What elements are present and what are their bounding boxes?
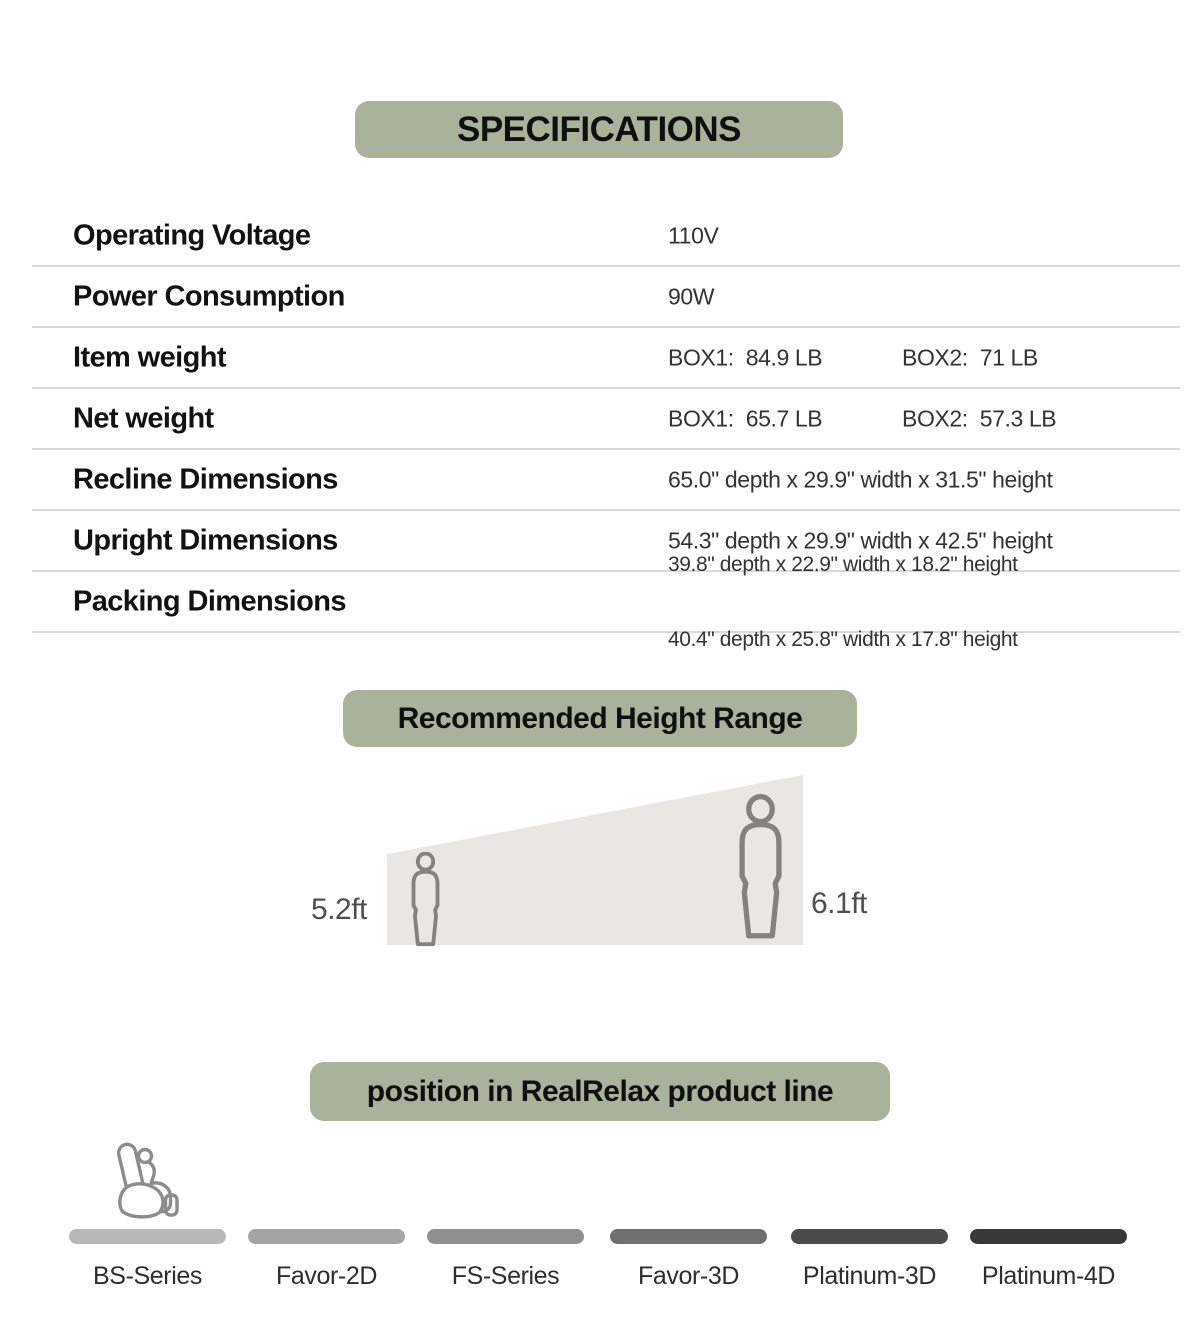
product-item-favor-3d (610, 1229, 767, 1291)
product-item-platinum-4d (970, 1229, 1127, 1291)
spec-values (668, 283, 714, 310)
spec-value-box2: BOX2: 57.3 LB (902, 405, 1057, 431)
specifications-title: SPECIFICATIONS (456, 109, 742, 149)
spec-values (668, 344, 1038, 371)
product-label: FS-Series (451, 1262, 560, 1290)
spec-value-line2: 40.4" depth x 25.8" width x 17.8" height (668, 627, 1018, 651)
spec-value-box1: BOX1: 65.7 LB (668, 405, 823, 431)
spec-label: Recline Dimensions (73, 463, 338, 495)
spec-value: 110V (668, 222, 719, 248)
spec-values (668, 405, 1056, 432)
spec-values (668, 466, 1052, 493)
product-label: BS-Series (93, 1262, 202, 1290)
spec-table (32, 206, 1180, 651)
spec-values (668, 222, 718, 249)
product-line-title: position in RealRelax product line (366, 1074, 834, 1108)
height-range-title: Recommended Height Range (397, 701, 803, 735)
spec-value: 54.3" depth x 29.9" width x 42.5" height (668, 527, 1053, 553)
min-height-label: 5.2ft (311, 893, 367, 926)
spec-value-box1: BOX1: 84.9 LB (668, 344, 823, 370)
height-range-title-pill (343, 690, 857, 747)
spec-label: Upright Dimensions (73, 524, 338, 556)
spec-row-item-weight (32, 328, 1180, 389)
product-label: Platinum-4D (981, 1262, 1116, 1290)
short-person-icon (408, 852, 443, 948)
spec-label: Power Consumption (73, 280, 345, 312)
spec-row-operating-voltage (32, 206, 1180, 267)
tall-person-icon (734, 792, 787, 944)
product-bar (69, 1229, 226, 1244)
spec-label: Packing Dimensions (73, 585, 346, 617)
product-label: Favor-3D (638, 1262, 739, 1290)
product-item-favor-2d (248, 1229, 405, 1291)
spec-row-power-consumption (32, 267, 1180, 328)
spec-label: Net weight (73, 402, 214, 434)
product-label: Favor-2D (276, 1262, 377, 1290)
product-bar (427, 1229, 584, 1244)
product-item-fs-series (427, 1229, 584, 1291)
product-item-bs-series (69, 1229, 226, 1291)
product-bar (791, 1229, 948, 1244)
product-label: Platinum-3D (802, 1262, 937, 1290)
spec-label: Operating Voltage (73, 219, 311, 251)
spec-row-packing-dimensions (32, 552, 1180, 651)
spec-label: Item weight (73, 341, 226, 373)
spec-row-net-weight (32, 389, 1180, 450)
product-bar (970, 1229, 1127, 1244)
product-bar (248, 1229, 405, 1244)
spec-value: 65.0" depth x 29.9" width x 31.5" height (668, 466, 1053, 492)
product-line-title-pill (310, 1062, 890, 1121)
product-item-platinum-3d (791, 1229, 948, 1291)
spec-value-box2: BOX2: 71 LB (902, 344, 1038, 370)
spec-value-line1: 39.8" depth x 22.9" width x 18.2" height (668, 552, 1018, 576)
recliner-chair-icon (104, 1142, 184, 1222)
specifications-title-pill (355, 101, 843, 158)
product-bar (610, 1229, 767, 1244)
spec-values (668, 502, 1018, 702)
spec-value: 90W (668, 283, 715, 309)
max-height-label: 6.1ft (811, 887, 867, 920)
